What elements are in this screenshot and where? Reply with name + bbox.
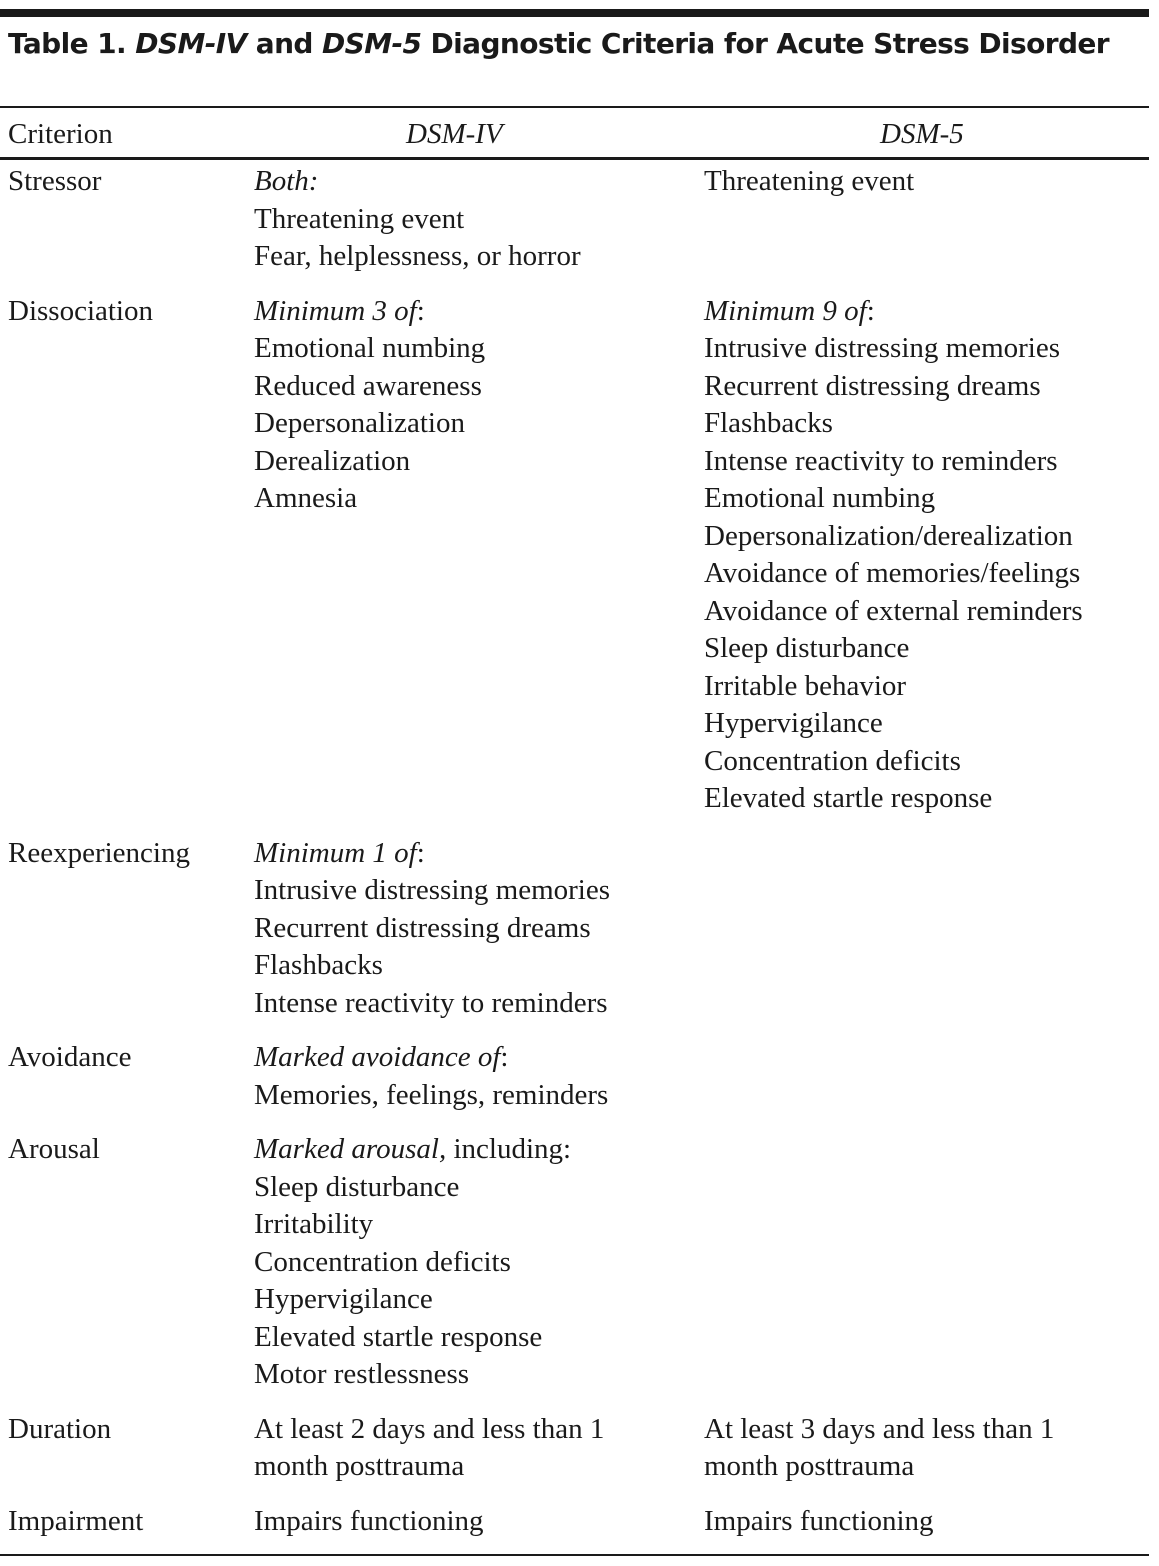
criterion-cell: Impairment	[8, 1504, 144, 1537]
table-row	[0, 835, 1149, 1040]
criterion-item: Emotional numbing	[254, 332, 486, 364]
criterion-item: Depersonalization/derealization	[704, 519, 1073, 552]
criterion-item: Motor restlessness	[254, 1358, 470, 1390]
criterion-item: Amnesia	[254, 482, 358, 514]
qualifier-rest: :	[416, 294, 425, 327]
criterion-item: Flashbacks	[704, 407, 833, 439]
criterion-item: Recurrent distressing dreams	[704, 369, 1041, 402]
criterion-item: Sleep disturbance	[704, 632, 910, 664]
dsm4-cell	[254, 163, 704, 276]
header-criterion: Criterion	[8, 118, 113, 150]
criterion-cell: Reexperiencing	[8, 836, 190, 869]
criterion-item: Concentration deficits	[254, 1245, 511, 1278]
header-rule	[0, 157, 1149, 160]
criterion-item: month posttrauma	[704, 1450, 915, 1482]
bottom-rule	[0, 1554, 1149, 1556]
criterion-cell: Avoidance	[8, 1041, 132, 1073]
title-prefix: Table 1.	[8, 27, 136, 60]
criteria-table	[0, 163, 1149, 1557]
table-row	[0, 1411, 1149, 1503]
criterion-item: Threatening event	[704, 165, 915, 197]
title-and: and	[246, 27, 322, 60]
criterion-item: Memories, feelings, reminders	[254, 1078, 609, 1111]
table-row	[0, 1039, 1149, 1131]
criterion-item: Flashbacks	[254, 949, 383, 981]
criterion-item: Impairs functioning	[254, 1504, 484, 1537]
criterion-item: Avoidance of external reminders	[704, 594, 1083, 627]
title-dsm5: DSM-5	[322, 27, 422, 60]
title-dsm4: DSM-IV	[135, 27, 247, 60]
criterion-item: Derealization	[254, 444, 411, 477]
criterion-item: Fear, helplessness, or horror	[254, 240, 581, 272]
dsm4-cell	[254, 1131, 704, 1394]
criterion-item: month posttrauma	[254, 1450, 465, 1482]
qualifier-line	[254, 1131, 704, 1169]
qualifier-rest: including:	[446, 1133, 572, 1165]
criterion-item: Elevated startle response	[704, 782, 993, 814]
qualifier-rest: :	[416, 836, 425, 869]
criterion-cell: Arousal	[8, 1133, 100, 1165]
criterion-item: At least 2 days and less than 1	[254, 1412, 605, 1445]
criterion-item: Threatening event	[254, 202, 465, 235]
qualifier-italic: Minimum 3 of	[254, 294, 417, 327]
header-dsm4: DSM-IV	[406, 118, 503, 150]
dsm5-cell	[704, 1503, 1149, 1541]
qualifier-line	[254, 835, 704, 873]
criterion-cell: Stressor	[8, 165, 102, 197]
qualifier-italic: Both:	[254, 165, 319, 197]
table-row	[0, 293, 1149, 835]
table-title	[8, 26, 1138, 62]
qualifier-rest: :	[866, 294, 875, 327]
criterion-item: Sleep disturbance	[254, 1170, 460, 1203]
table-row	[0, 1131, 1149, 1411]
qualifier-italic: Minimum 1 of	[254, 836, 417, 869]
qualifier-line	[704, 293, 1149, 331]
qualifier-italic: Marked avoidance of	[254, 1041, 501, 1073]
criterion-item: Elevated startle response	[254, 1320, 543, 1353]
criterion-item: Hypervigilance	[254, 1283, 433, 1315]
criterion-item: At least 3 days and less than 1	[704, 1412, 1055, 1445]
criterion-item: Reduced awareness	[254, 369, 482, 402]
qualifier-italic: Minimum 9 of	[704, 294, 867, 327]
table-row	[0, 1503, 1149, 1558]
criterion-cell: Dissociation	[8, 294, 153, 327]
dsm4-cell	[254, 293, 704, 818]
header-dsm5: DSM-5	[880, 118, 964, 150]
dsm5-cell	[704, 835, 1149, 1023]
qualifier-line	[254, 163, 704, 201]
title-rest: Diagnostic Criteria for Acute Stress Disorder	[421, 27, 1109, 60]
criterion-item: Intense reactivity to reminders	[254, 986, 608, 1019]
qualifier-line	[254, 293, 704, 331]
qualifier-italic: Marked arousal,	[254, 1133, 447, 1165]
dsm5-cell	[704, 1131, 1149, 1394]
criterion-item: Intense reactivity to reminders	[704, 444, 1058, 477]
dsm5-cell	[704, 1039, 1149, 1114]
criterion-item: Recurrent distressing dreams	[254, 911, 591, 944]
qualifier-rest: :	[500, 1041, 509, 1073]
criterion-item: Avoidance of memories/feelings	[704, 557, 1081, 589]
criterion-item: Concentration deficits	[704, 744, 961, 777]
dsm5-cell	[704, 1411, 1149, 1486]
criterion-item: Irritable behavior	[704, 669, 907, 702]
dsm4-cell	[254, 1411, 704, 1486]
dsm5-cell	[704, 163, 1149, 276]
criterion-item: Intrusive distressing memories	[704, 332, 1061, 364]
dsm5-cell	[704, 293, 1149, 818]
criterion-item: Emotional numbing	[704, 482, 936, 514]
criterion-item: Hypervigilance	[704, 707, 883, 739]
top-thick-rule	[0, 9, 1149, 17]
qualifier-line	[254, 1039, 704, 1077]
dsm4-cell	[254, 835, 704, 1023]
criterion-item: Irritability	[254, 1208, 374, 1240]
criterion-item: Impairs functioning	[704, 1504, 934, 1537]
criterion-item: Depersonalization	[254, 407, 465, 439]
dsm4-cell	[254, 1039, 704, 1114]
criterion-item: Intrusive distressing memories	[254, 874, 611, 906]
title-rule	[0, 106, 1149, 108]
criterion-cell: Duration	[8, 1412, 112, 1445]
table-row	[0, 163, 1149, 293]
dsm4-cell	[254, 1503, 704, 1541]
